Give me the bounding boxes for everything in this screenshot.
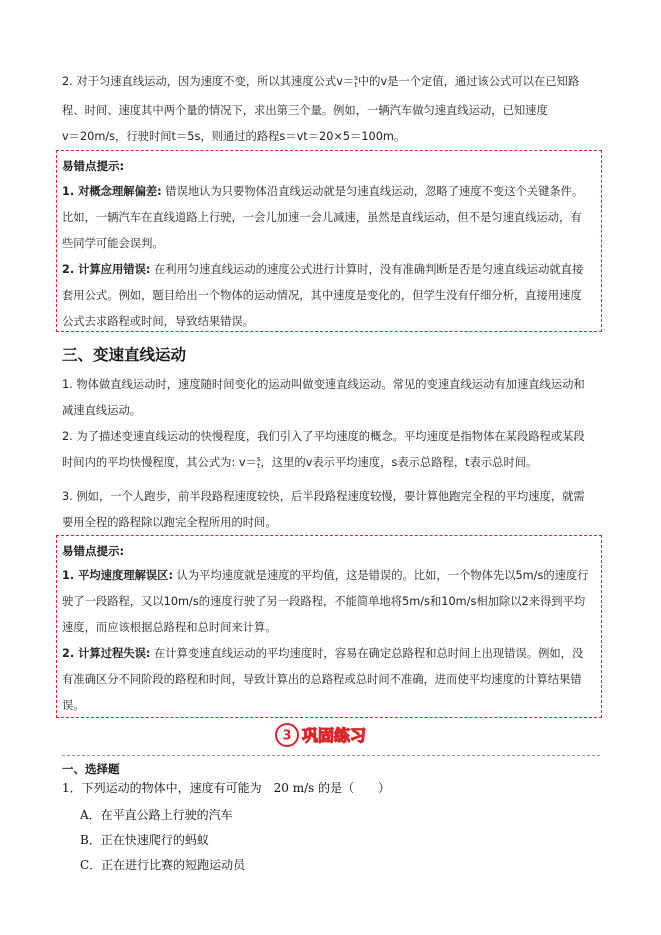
text: 中的v是一个定值，通过该公式可以在已知路 — [357, 75, 580, 88]
option-c: C．正在进行比赛的短跑运动员 — [80, 858, 246, 872]
paragraph-line: v＝20m/s，行驶时间t＝5s，则通过的路程s＝vt＝20×5＝100m。 — [62, 130, 406, 143]
paragraph-line: 1. 物体做直线运动时，速度随时间变化的运动叫做变速直线运动。常见的变速直线运动有加速直线运动和 — [62, 378, 585, 391]
tip-item-label: 1. 对概念理解偏差: — [62, 185, 162, 198]
fraction-s-over-t: s t — [256, 455, 261, 470]
paragraph-line: 程、时间、速度其中两个量的情况下，求出第三个量。例如，一辆汽车做匀速直线运动，已知速度 — [62, 104, 548, 117]
tip-item-label: 2. 计算过程失误: — [62, 647, 151, 660]
paragraph-uniform-motion-formula — [62, 75, 602, 89]
tip-line: 驶了一段路程，又以10m/s的速度行驶了另一段路程，不能简单地将5m/s和10m/s相加除以2来得到平均 — [62, 595, 586, 608]
tip-item-label: 2. 计算应用错误: — [62, 263, 151, 276]
option-b: B．正在快速爬行的蚂蚁 — [80, 833, 209, 847]
paragraph-line: 3. 例如，一个人跑步，前半段路程速度较快，后半段路程速度较慢，要计算他跑完全程的平均速度，就需 — [62, 490, 585, 503]
tip-line: 速度，而应该根据总路程和总时间来计算。 — [62, 621, 277, 634]
paragraph-line: 要用全程的路程除以跑完全程所用的时间。 — [62, 516, 277, 529]
tip-line: 套用公式。例如，题目给出一个物体的运动情况，其中速度是变化的，但学生没有仔细分析，直接用速度 — [62, 289, 582, 302]
badge-number: 3 — [282, 728, 292, 744]
tip-item-2: 2. 计算应用错误: 在利用匀速直线运动的速度公式进行计算时，没有准确判断是否是匀速直线运动就直接 — [62, 263, 584, 276]
divider — [62, 755, 600, 756]
text: 2. 对于匀速直线运动，因为速度不变，所以其速度公式v＝ — [62, 75, 355, 88]
paragraph-average-speed-formula: 时间内的平均快慢程度，其公式为: v＝s t，这里的v表示平均速度，s表示总路程，t表示总时间。 — [62, 455, 538, 470]
tip-line: 误。 — [62, 699, 85, 712]
paragraph-line: 2. 为了描述变速直线运动的快慢程度，我们引入了平均速度的概念。平均速度是指物体在某段路程或某段 — [62, 430, 585, 443]
tip-heading: 易错点提示: — [62, 159, 125, 173]
section-title: 三、变速直线运动 — [62, 346, 187, 364]
tip-item-1: 1. 对概念理解偏差: 错误地认为只要物体沿直线运动就是匀速直线运动，忽略了速度不变这个关键条件。 — [62, 185, 584, 198]
tip-item-1: 1. 平均速度理解误区: 认为平均速度就是速度的平均值，这是错误的。比如，一个物体先以5m/s的速度行 — [62, 569, 589, 582]
tip-item-label: 1. 平均速度理解误区: — [62, 569, 173, 582]
tip-line: 有准确区分不同阶段的路程和时间，导致计算出的总路程或总时间不准确，进而使平均速度的计算结果错 — [62, 673, 582, 686]
tip-line: 公式去求路程或时间，导致结果错误。 — [62, 315, 255, 328]
tip-line: 些同学可能会误判。 — [62, 237, 164, 250]
tip-item-2: 2. 计算过程失误: 在计算变速直线运动的平均速度时，容易在确定总路程和总时间上出现错误。例如，没 — [62, 647, 584, 660]
tip-heading: 易错点提示: — [62, 544, 125, 558]
tip-line: 比如，一辆汽车在直线道路上行驶，一会儿加速一会儿减速，虽然是直线运动，但不是匀速直线运动，有 — [62, 211, 582, 224]
badge-text: 巩固练习 — [302, 726, 367, 745]
paragraph-line: 减速直线运动。 — [62, 404, 142, 417]
consolidation-practice-badge — [274, 722, 386, 748]
exercise-section-title: 一、选择题 — [62, 762, 120, 776]
option-a: A．在平直公路上行驶的汽车 — [80, 808, 233, 822]
question-1: 1．下列运动的物体中，速度有可能为 20 m/s 的是（ ） — [62, 781, 391, 795]
fraction-s-over-t: s t — [354, 74, 358, 89]
